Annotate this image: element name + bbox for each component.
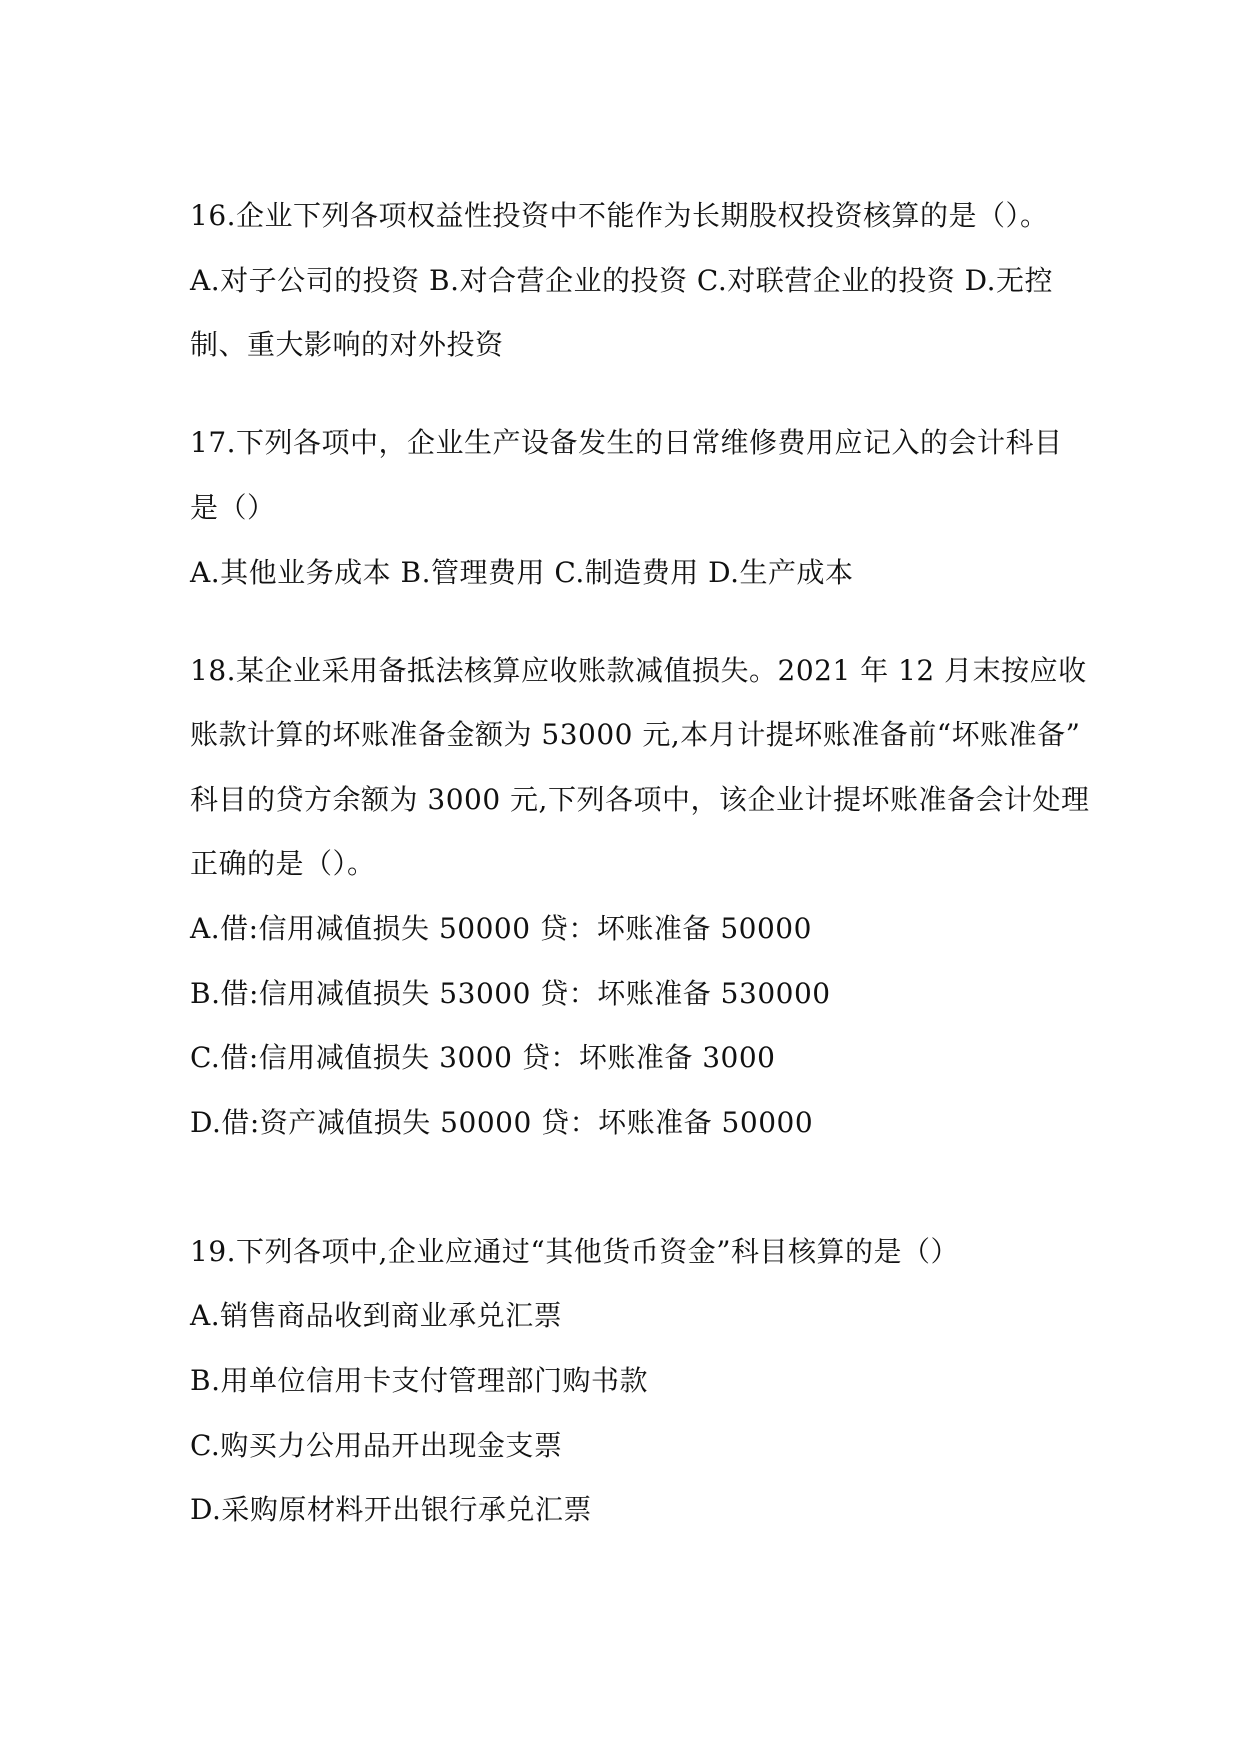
question-17-options: A.其他业务成本 B.管理费用 C.制造费用 D.生产成本	[190, 556, 854, 589]
question-19-option-b: B.用单位信用卡支付管理部门购书款	[190, 1364, 648, 1397]
question-19-stem: 19.下列各项中,企业应通过“其他货币资金”科目核算的是（）	[190, 1235, 960, 1268]
question-18-option-a: A.借:信用减值损失 50000 贷：坏账准备 50000	[190, 912, 812, 945]
question-18-stem-line-2: 账款计算的坏账准备金额为 53000 元,本月计提坏账准备前“坏账准备”	[190, 718, 1081, 751]
question-19-option-a: A.销售商品收到商业承兑汇票	[190, 1299, 563, 1332]
question-18-option-c: C.借:信用减值损失 3000 贷：坏账准备 3000	[190, 1041, 776, 1074]
question-17-stem-line-2: 是（）	[190, 491, 276, 524]
question-16-options-line-1: A.对子公司的投资 B.对合营企业的投资 C.对联营企业的投资 D.无控	[190, 264, 1053, 297]
question-19-option-c: C.购买力公用品开出现金支票	[190, 1429, 563, 1462]
question-18-option-d: D.借:资产减值损失 50000 贷：坏账准备 50000	[190, 1106, 814, 1139]
question-16-stem: 16.企业下列各项权益性投资中不能作为长期股权投资核算的是（）。	[190, 199, 1049, 232]
question-19-option-d: D.采购原材料开出银行承兑汇票	[190, 1493, 592, 1526]
question-18-stem-line-4: 正确的是（）。	[190, 847, 376, 880]
question-18-stem-line-3: 科目的贷方余额为 3000 元,下列各项中，该企业计提坏账准备会计处理	[190, 783, 1090, 816]
question-16-options-line-2: 制、重大影响的对外投资	[190, 328, 504, 361]
question-18-stem-line-1: 18.某企业采用备抵法核算应收账款减值损失。2021 年 12 月末按应收	[190, 654, 1087, 687]
question-17-stem-line-1: 17.下列各项中，企业生产设备发生的日常维修费用应记入的会计科目	[190, 426, 1063, 459]
question-18-option-b: B.借:信用减值损失 53000 贷：坏账准备 530000	[190, 977, 831, 1010]
